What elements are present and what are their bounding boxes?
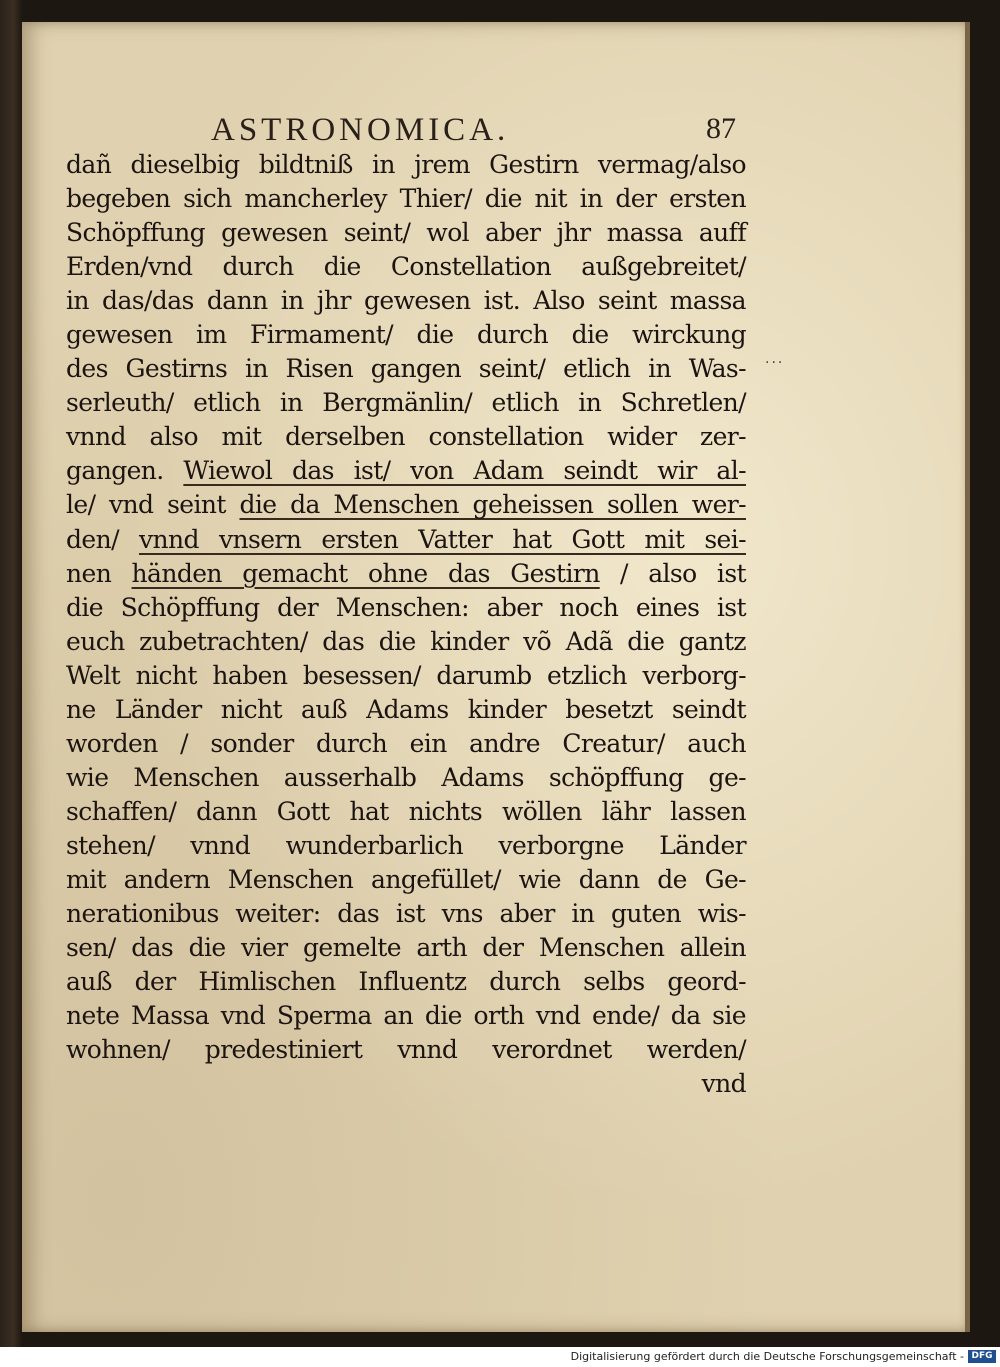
footer-credit: Digitalisierung gefördert durch die Deutsche Forschungsgemeinschaft -: [570, 1350, 964, 1363]
line-text: wie Menschen ausserhalb Adams schöpffung ge-: [66, 762, 746, 792]
text-line: [66, 488, 746, 522]
text-line: [66, 795, 746, 829]
text-block: [66, 148, 746, 1101]
text-line: [66, 659, 746, 693]
line-text: le/ vnd seint: [66, 490, 240, 520]
text-line: [66, 693, 746, 727]
text-line: [66, 591, 746, 625]
running-head: ASTRONOMICA.: [211, 112, 510, 148]
underlined-text: Wiewol das ist/ von Adam seindt wir al-: [183, 456, 746, 486]
line-text: vnnd also mit derselben constellation wider zer-: [66, 422, 746, 452]
line-text: gangen.: [66, 456, 184, 486]
margin-mark: ···: [765, 355, 785, 371]
text-line: [66, 557, 746, 591]
text-line: [66, 182, 746, 216]
text-line: [66, 863, 746, 897]
text-line: [66, 523, 746, 557]
line-text: serleuth/ etlich in Bergmänlin/ etlich in Schretlen/: [66, 388, 746, 418]
footer-bar: [0, 1347, 1000, 1367]
line-text: schaffen/ dann Gott hat nichts wöllen lähr lassen: [66, 796, 746, 826]
line-text: Erden/vnd durch die Constellation außgebreitet/: [66, 252, 746, 282]
line-text: begeben sich mancherley Thier/ die nit in der ersten: [66, 184, 746, 214]
line-text: Schöpffung gewesen seint/ wol aber jhr massa auff: [66, 218, 746, 248]
text-line: [66, 897, 746, 931]
line-text: stehen/ vnnd wunderbarlich verborgne Länder: [66, 830, 746, 860]
text-line: [66, 148, 746, 182]
line-text: mit andern Menschen angefüllet/ wie dann de Ge-: [66, 864, 746, 894]
line-text: den/: [66, 524, 139, 554]
text-line: [66, 454, 746, 488]
underlined-text: händen gemacht ohne das Gestirn: [131, 558, 600, 588]
line-text: Welt nicht haben besessen/ darumb etzlich verborg-: [66, 660, 746, 690]
line-text: dañ dieselbig bildtniß in jrem Gestirn vermag/also: [66, 150, 746, 179]
dfg-logo: DFG: [968, 1350, 996, 1363]
line-text: wohnen/ predestiniert vnnd verordnet werden/: [66, 1035, 746, 1065]
page-edge: [965, 22, 970, 1332]
line-text-tail: / also ist: [599, 558, 746, 588]
text-line: [66, 829, 746, 863]
line-text: ne Länder nicht auß Adams kinder besetzt seindt: [66, 694, 746, 724]
text-line: [66, 420, 746, 454]
line-text: in das/das dann in jhr gewesen ist. Also seint massa: [66, 286, 746, 316]
text-line: [66, 250, 746, 284]
underlined-text: die da Menschen geheissen sollen wer-: [239, 490, 746, 520]
line-text: worden / sonder durch ein andre Creatur/ auch: [66, 728, 746, 758]
line-text: nerationibus weiter: das ist vns aber in guten wis-: [66, 899, 746, 929]
binding-edge: [0, 0, 22, 1367]
text-line: [66, 727, 746, 761]
line-text: sen/ das die vier gemelte arth der Menschen allein: [66, 933, 746, 963]
line-text: die Schöpffung der Menschen: aber noch eines ist: [66, 592, 746, 622]
text-line: [66, 931, 746, 965]
text-line: [66, 352, 746, 386]
line-text: nen: [66, 558, 132, 588]
text-line: [66, 216, 746, 250]
text-line: [66, 284, 746, 318]
line-text: euch zubetrachten/ das die kinder võ Adã die gantz: [66, 626, 746, 656]
line-text: auß der Himlischen Influentz durch selbs geord-: [66, 967, 746, 997]
line-text: des Gestirns in Risen gangen seint/ etlich in Was-: [66, 354, 746, 384]
catchword: vnd: [701, 1069, 746, 1099]
text-line: [66, 625, 746, 659]
text-line: [66, 386, 746, 420]
underlined-text: vnnd vnsern ersten Vatter hat Gott mit sei-: [138, 524, 746, 554]
page-number: 87: [706, 112, 736, 145]
text-line: [66, 318, 746, 352]
text-line: [66, 999, 746, 1033]
text-line: [66, 965, 746, 999]
text-line: [66, 761, 746, 795]
line-text: nete Massa vnd Sperma an die orth vnd ende/ da sie: [66, 1001, 746, 1031]
text-line: [66, 1033, 746, 1067]
line-text: gewesen im Firmament/ die durch die wirckung: [66, 320, 746, 350]
